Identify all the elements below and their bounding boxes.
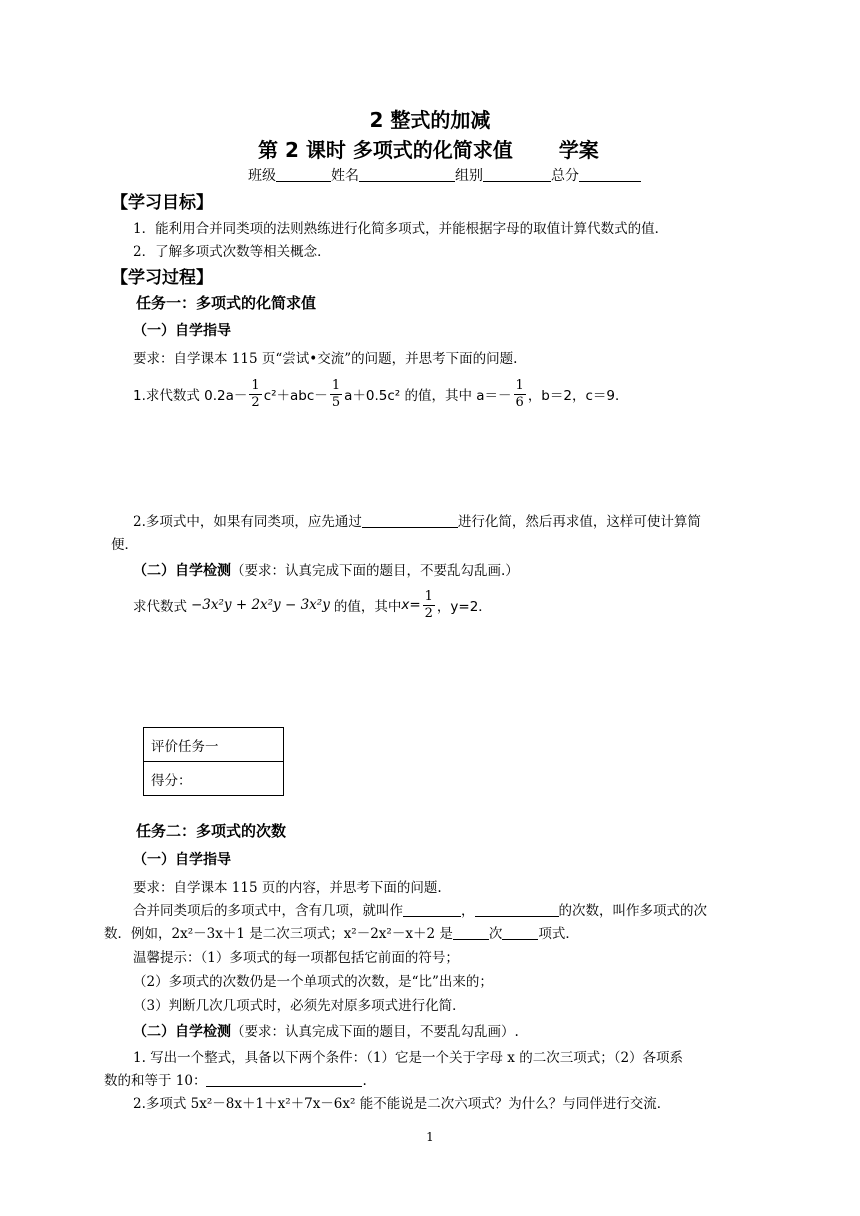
goals-heading: 【学习目标】 <box>111 193 213 213</box>
goal-item-2: 2．了解多项式次数等相关概念． <box>133 244 331 260</box>
tip-2: （2）多项式的次数仍是一个单项式的次数，是“比”出来的； <box>133 974 493 990</box>
score-cell[interactable]: 得分： <box>144 762 284 796</box>
tip-3: （3）判断几次几项式时，必须先对原多项式进行化简． <box>133 998 466 1014</box>
evaluation-task-cell: 评价任务一 <box>144 728 284 762</box>
q2-answer-blank[interactable] <box>362 513 458 528</box>
t2-blank-3[interactable] <box>453 925 489 940</box>
check-x-label: x= <box>401 597 421 613</box>
task2-requirement: 要求：自学课本 115 页的内容，并思考下面的问题. <box>133 880 442 896</box>
name-blank[interactable] <box>359 167 455 182</box>
student-info-line <box>248 165 641 185</box>
group-blank[interactable] <box>483 167 551 182</box>
task1-question-2 <box>133 510 701 530</box>
t2-blank-4[interactable] <box>502 925 538 940</box>
subtitle-tag: 学案 <box>558 138 599 162</box>
task2-line-2 <box>104 922 579 942</box>
t2-line2-a: 数．例如，2x²－3x＋1 是二次三项式；x²－2x²－x＋2 是 <box>104 926 453 942</box>
score-blank[interactable] <box>579 167 641 182</box>
task1-check-heading <box>133 559 519 580</box>
doc-subtitle <box>258 134 599 163</box>
subtitle-main: 第 2 课时 多项式的化简求值 <box>258 138 513 162</box>
t2-line2-c: 项式． <box>538 926 579 942</box>
task1-check-note: （要求：认真完成下面的题目，不要乱勾乱画.） <box>231 563 519 579</box>
t2-blank-2[interactable] <box>475 902 559 917</box>
t2-line1-b: ， <box>461 903 475 919</box>
name-label: 姓名 <box>331 168 359 184</box>
check-fraction: $\frac{1}{2}$ <box>424 588 433 621</box>
task1-check-title: （二）自学检测 <box>133 563 231 579</box>
q2-suffix: 进行化简，然后再求值，这样可使计算简 <box>457 514 701 530</box>
check-prefix: 求代数式 <box>133 599 187 615</box>
class-label: 班级 <box>248 168 276 184</box>
check-suffix: ，y=2． <box>436 599 492 615</box>
t2-c1-b: . <box>362 1073 367 1089</box>
tip-1: 温馨提示：（1）多项式的每一项都包括它前面的符号； <box>133 950 459 966</box>
task2-title: 任务二：多项式的次数 <box>136 822 287 840</box>
t2-blank-1[interactable] <box>403 902 461 917</box>
task2-check-title: （二）自学检测 <box>133 1024 231 1040</box>
evaluation-table <box>143 727 284 796</box>
page-number: 1 <box>426 1130 434 1144</box>
class-blank[interactable] <box>276 167 331 182</box>
q1-suffix: ，b＝2，c＝9． <box>527 388 629 404</box>
task2-line-1 <box>133 899 707 919</box>
q1-middle-2: a＋0.5c² 的值，其中 a＝－ <box>344 388 512 404</box>
task1-title: 任务一：多项式的化简求值 <box>136 294 317 312</box>
t2-line2-b: 次 <box>488 926 503 942</box>
t2-c1-a: 数的和等于 10： <box>104 1073 207 1089</box>
check-expression: −3x²y + 2x²y − 3x²y <box>191 597 330 613</box>
t2-line1-a: 合并同类项后的多项式中，含有几项，就叫作 <box>133 903 403 919</box>
task2-check-note: （要求：认真完成下面的题目，不要乱勾乱画）. <box>231 1024 519 1040</box>
task1-requirement: 要求：自学课本 115 页“尝试•交流”的问题，并思考下面的问题. <box>133 351 518 367</box>
q1-fraction-3: $\frac{1}{6}$ <box>515 377 524 410</box>
task2-check-q2: 2.多项式 5x²－8x＋1＋x²＋7x－6x² 能不能说是二次六项式？为什么？与同伴进行交流． <box>133 1096 671 1112</box>
task2-guide-title: （一）自学指导 <box>133 852 231 868</box>
q1-fraction-1: $\frac{1}{2}$ <box>251 377 260 410</box>
score-label: 总分 <box>551 168 579 184</box>
t2-c1-answer-blank[interactable] <box>206 1072 362 1087</box>
task2-check-q1-line2 <box>104 1069 367 1089</box>
q1-prefix: 1.求代数式 0.2a－ <box>133 388 248 404</box>
task2-check-heading <box>133 1020 519 1041</box>
task1-check-question <box>133 583 492 627</box>
process-heading: 【学习过程】 <box>111 268 213 288</box>
t2-line1-c: 的次数，叫作多项式的次 <box>558 903 707 919</box>
task1-question-2-cont: 便． <box>111 537 138 553</box>
group-label: 组别 <box>455 168 483 184</box>
task2-check-q1-line1: 1. 写出一个整式，具备以下两个条件：（1）它是一个关于字母 x 的二次三项式；（2）各项系 <box>133 1050 684 1066</box>
q2-prefix: 2.多项式中，如果有同类项，应先通过 <box>133 514 362 530</box>
doc-title: 2 整式的加减 <box>369 108 491 132</box>
check-middle: 的值，其中 <box>333 599 402 615</box>
q1-fraction-2: $\frac{1}{5}$ <box>331 377 341 410</box>
task1-guide-title: （一）自学指导 <box>133 323 231 339</box>
task1-question-1 <box>133 369 628 419</box>
q1-middle-1: c²＋abc－ <box>263 388 328 404</box>
goal-item-1: 1．能利用合并同类项的法则熟练进行化简多项式，并能根据字母的取值计算代数式的值． <box>133 221 669 237</box>
